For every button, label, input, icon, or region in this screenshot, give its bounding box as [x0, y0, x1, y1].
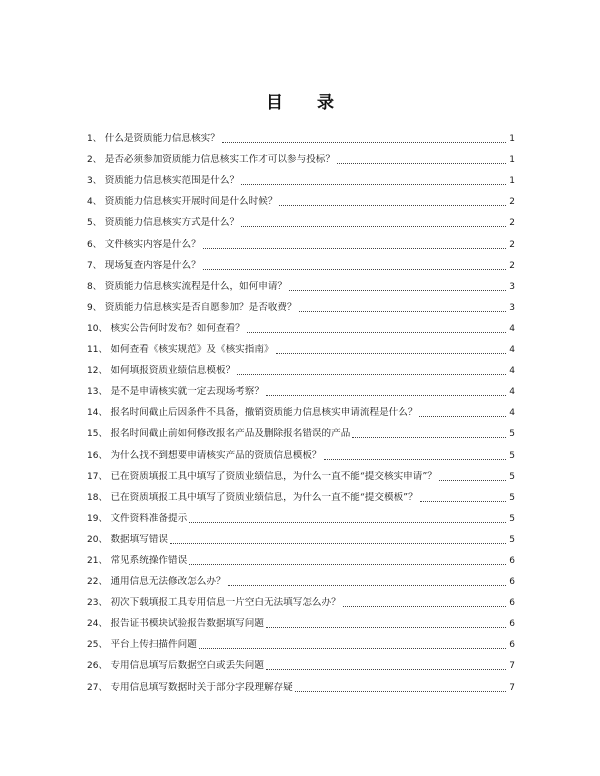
toc-dot-leader — [343, 605, 506, 607]
toc-dot-leader — [222, 141, 506, 143]
toc-entry-title: 已在资质填报工具中填写了资质业绩信息，为什么一直不能“提交核实申请”？ — [110, 470, 437, 482]
toc-entry-title: 文件资料准备提示 — [110, 512, 188, 524]
toc-dot-leader — [420, 500, 506, 502]
toc-entry-number: 19、 — [87, 513, 108, 524]
toc-dot-leader — [276, 352, 506, 354]
toc-entry-title: 为什么找不到想要申请核实产品的资质信息模板？ — [110, 449, 322, 461]
toc-entry-number: 7、 — [87, 260, 102, 271]
toc-entry-number: 17、 — [87, 471, 108, 482]
toc-dot-leader — [241, 183, 506, 185]
toc-entry[interactable] — [87, 229, 515, 250]
toc-entry-title: 资质能力信息核实范围是什么？ — [104, 175, 240, 187]
toc-dot-leader — [439, 479, 506, 481]
toc-entry[interactable] — [87, 335, 515, 356]
toc-page-number: 6 — [509, 577, 515, 588]
toc-entry[interactable] — [87, 462, 515, 483]
toc-entry-title: 常见系统操作错误 — [110, 554, 188, 566]
toc-dot-leader — [228, 584, 506, 586]
toc-dot-leader — [419, 415, 506, 417]
toc-entry-number: 24、 — [87, 619, 108, 630]
toc-entry[interactable] — [87, 251, 515, 272]
toc-entry-title: 报名时间截止后因条件不具备，撤销资质能力信息核实申请流程是什么？ — [110, 407, 418, 419]
toc-entry-title: 报告证书模块试验报告数据填写问题 — [110, 618, 264, 630]
toc-dot-leader — [279, 204, 506, 206]
toc-page-number: 5 — [509, 471, 515, 482]
toc-entry-number: 6、 — [87, 239, 102, 250]
toc-entry-number: 11、 — [87, 345, 108, 356]
toc-entry[interactable] — [87, 651, 515, 672]
toc-entry-number: 9、 — [87, 302, 102, 313]
toc-entry-title: 数据填写错误 — [110, 533, 169, 545]
toc-entry[interactable] — [87, 419, 515, 440]
toc-page-number: 3 — [509, 281, 515, 292]
toc-dot-leader — [203, 247, 506, 249]
toc-page-number: 6 — [509, 640, 515, 651]
toc-page-number: 6 — [509, 555, 515, 566]
toc-entry[interactable] — [87, 124, 515, 145]
toc-entry-number: 12、 — [87, 366, 108, 377]
toc-dot-leader — [237, 373, 506, 375]
toc-entry-number: 4、 — [87, 197, 102, 208]
toc-page-number: 3 — [509, 302, 515, 313]
toc-entry[interactable] — [87, 567, 515, 588]
toc-dot-leader — [324, 458, 506, 460]
toc-entry[interactable] — [87, 609, 515, 630]
toc-entry-number: 18、 — [87, 492, 108, 503]
toc-page-number: 1 — [509, 134, 515, 145]
toc-entry-title: 如何查看《核实规范》及《核实指南》 — [110, 344, 274, 356]
toc-entry-title: 初次下载填报工具专用信息一片空白无法填写怎么办？ — [110, 597, 341, 609]
toc-entry[interactable] — [87, 483, 515, 504]
toc-entry[interactable] — [87, 314, 515, 335]
toc-entry-title: 报名时间截止前如何修改报名产品及删除报名错误的产品 — [110, 428, 351, 440]
toc-dot-leader — [203, 268, 506, 270]
toc-entry-title: 资质能力信息核实流程是什么，如何申请？ — [104, 280, 288, 292]
toc-page-number: 4 — [509, 366, 515, 377]
toc-page-number: 2 — [509, 197, 515, 208]
toc-dot-leader — [247, 331, 506, 333]
toc-entry[interactable] — [87, 272, 515, 293]
toc-entry-number: 26、 — [87, 661, 108, 672]
toc-page-number: 1 — [509, 176, 515, 187]
toc-entry[interactable] — [87, 377, 515, 398]
toc-entry-number: 3、 — [87, 176, 102, 187]
toc-dot-leader — [352, 436, 506, 438]
toc-entry-number: 25、 — [87, 640, 108, 651]
toc-page-number: 4 — [509, 345, 515, 356]
toc-entry[interactable] — [87, 145, 515, 166]
toc-dot-leader — [289, 289, 506, 291]
toc-entry-title: 专用信息填写数据时关于部分字段理解存疑 — [110, 681, 293, 693]
toc-page-number: 2 — [509, 218, 515, 229]
toc-entry-title: 已在资质填报工具中填写了资质业绩信息，为什么一直不能“提交模板”？ — [110, 491, 418, 503]
toc-entry-number: 22、 — [87, 577, 108, 588]
toc-page-number: 5 — [509, 534, 515, 545]
toc-entry-number: 14、 — [87, 408, 108, 419]
toc-entry-title: 现场复查内容是什么？ — [104, 259, 201, 271]
toc-page-number: 4 — [509, 323, 515, 334]
toc-dot-leader — [189, 563, 506, 565]
toc-entry-title: 平台上传扫描件问题 — [110, 639, 197, 651]
toc-entry-title: 资质能力信息核实是否自愿参加？是否收费？ — [104, 301, 297, 313]
toc-entry-number: 8、 — [87, 281, 102, 292]
toc-entry-title: 如何填报资质业绩信息模板？ — [110, 365, 236, 377]
toc-entry-title: 专用信息填写后数据空白或丢失问题 — [110, 660, 264, 672]
toc-entry[interactable] — [87, 166, 515, 187]
toc-page-number: 7 — [509, 682, 515, 693]
toc-dot-leader — [241, 225, 506, 227]
toc-entry[interactable] — [87, 293, 515, 314]
toc-entry-number: 27、 — [87, 682, 108, 693]
toc-page-number: 5 — [509, 513, 515, 524]
toc-entry[interactable] — [87, 187, 515, 208]
toc-page-number: 5 — [509, 429, 515, 440]
toc-dot-leader — [337, 162, 506, 164]
toc-page-number: 2 — [509, 239, 515, 250]
toc-entry-number: 5、 — [87, 218, 102, 229]
toc-entry-title: 文件核实内容是什么？ — [104, 238, 201, 250]
toc-dot-leader — [266, 394, 506, 396]
table-of-contents — [87, 124, 515, 694]
toc-page-number: 4 — [509, 387, 515, 398]
toc-entry[interactable] — [87, 630, 515, 651]
toc-entry-number: 23、 — [87, 598, 108, 609]
toc-dot-leader — [189, 521, 506, 523]
toc-entry[interactable] — [87, 504, 515, 525]
toc-entry[interactable] — [87, 208, 515, 229]
toc-entry[interactable] — [87, 588, 515, 609]
toc-entry-number: 2、 — [87, 155, 102, 166]
toc-page-number: 7 — [509, 661, 515, 672]
toc-dot-leader — [199, 647, 506, 649]
toc-entry[interactable] — [87, 440, 515, 461]
toc-page-number: 2 — [509, 260, 515, 271]
toc-entry-number: 15、 — [87, 429, 108, 440]
toc-dot-leader — [170, 542, 506, 544]
toc-page-number: 5 — [509, 492, 515, 503]
toc-entry-number: 13、 — [87, 387, 108, 398]
toc-dot-leader — [266, 668, 506, 670]
toc-dot-leader — [266, 626, 506, 628]
toc-entry[interactable] — [87, 398, 515, 419]
toc-entry-title: 资质能力信息核实方式是什么？ — [104, 217, 240, 229]
toc-entry[interactable] — [87, 525, 515, 546]
toc-page-number: 5 — [509, 450, 515, 461]
toc-dot-leader — [299, 310, 506, 312]
toc-entry-number: 21、 — [87, 555, 108, 566]
toc-entry-number: 20、 — [87, 534, 108, 545]
page-title: 目 录 — [266, 93, 348, 113]
toc-entry-title: 核实公告何时发布？如何查看？ — [110, 322, 245, 334]
toc-entry-title: 资质能力信息核实开展时间是什么时候？ — [104, 196, 278, 208]
toc-entry-number: 16、 — [87, 450, 108, 461]
toc-entry-title: 通用信息无法修改怎么办？ — [110, 576, 226, 588]
toc-entry[interactable] — [87, 546, 515, 567]
toc-entry-title: 是不是申请核实就一定去现场考察？ — [110, 386, 264, 398]
toc-dot-leader — [295, 690, 506, 692]
toc-entry-title: 什么是资质能力信息核实？ — [104, 133, 220, 145]
toc-entry[interactable] — [87, 672, 515, 693]
toc-entry-number: 1、 — [87, 134, 102, 145]
toc-entry-number: 10、 — [87, 323, 108, 334]
toc-page-number: 4 — [509, 408, 515, 419]
toc-entry[interactable] — [87, 356, 515, 377]
toc-page-number: 1 — [509, 155, 515, 166]
toc-entry-title: 是否必须参加资质能力信息核实工作才可以参与投标？ — [104, 154, 335, 166]
toc-page-number: 6 — [509, 598, 515, 609]
toc-page-number: 6 — [509, 619, 515, 630]
